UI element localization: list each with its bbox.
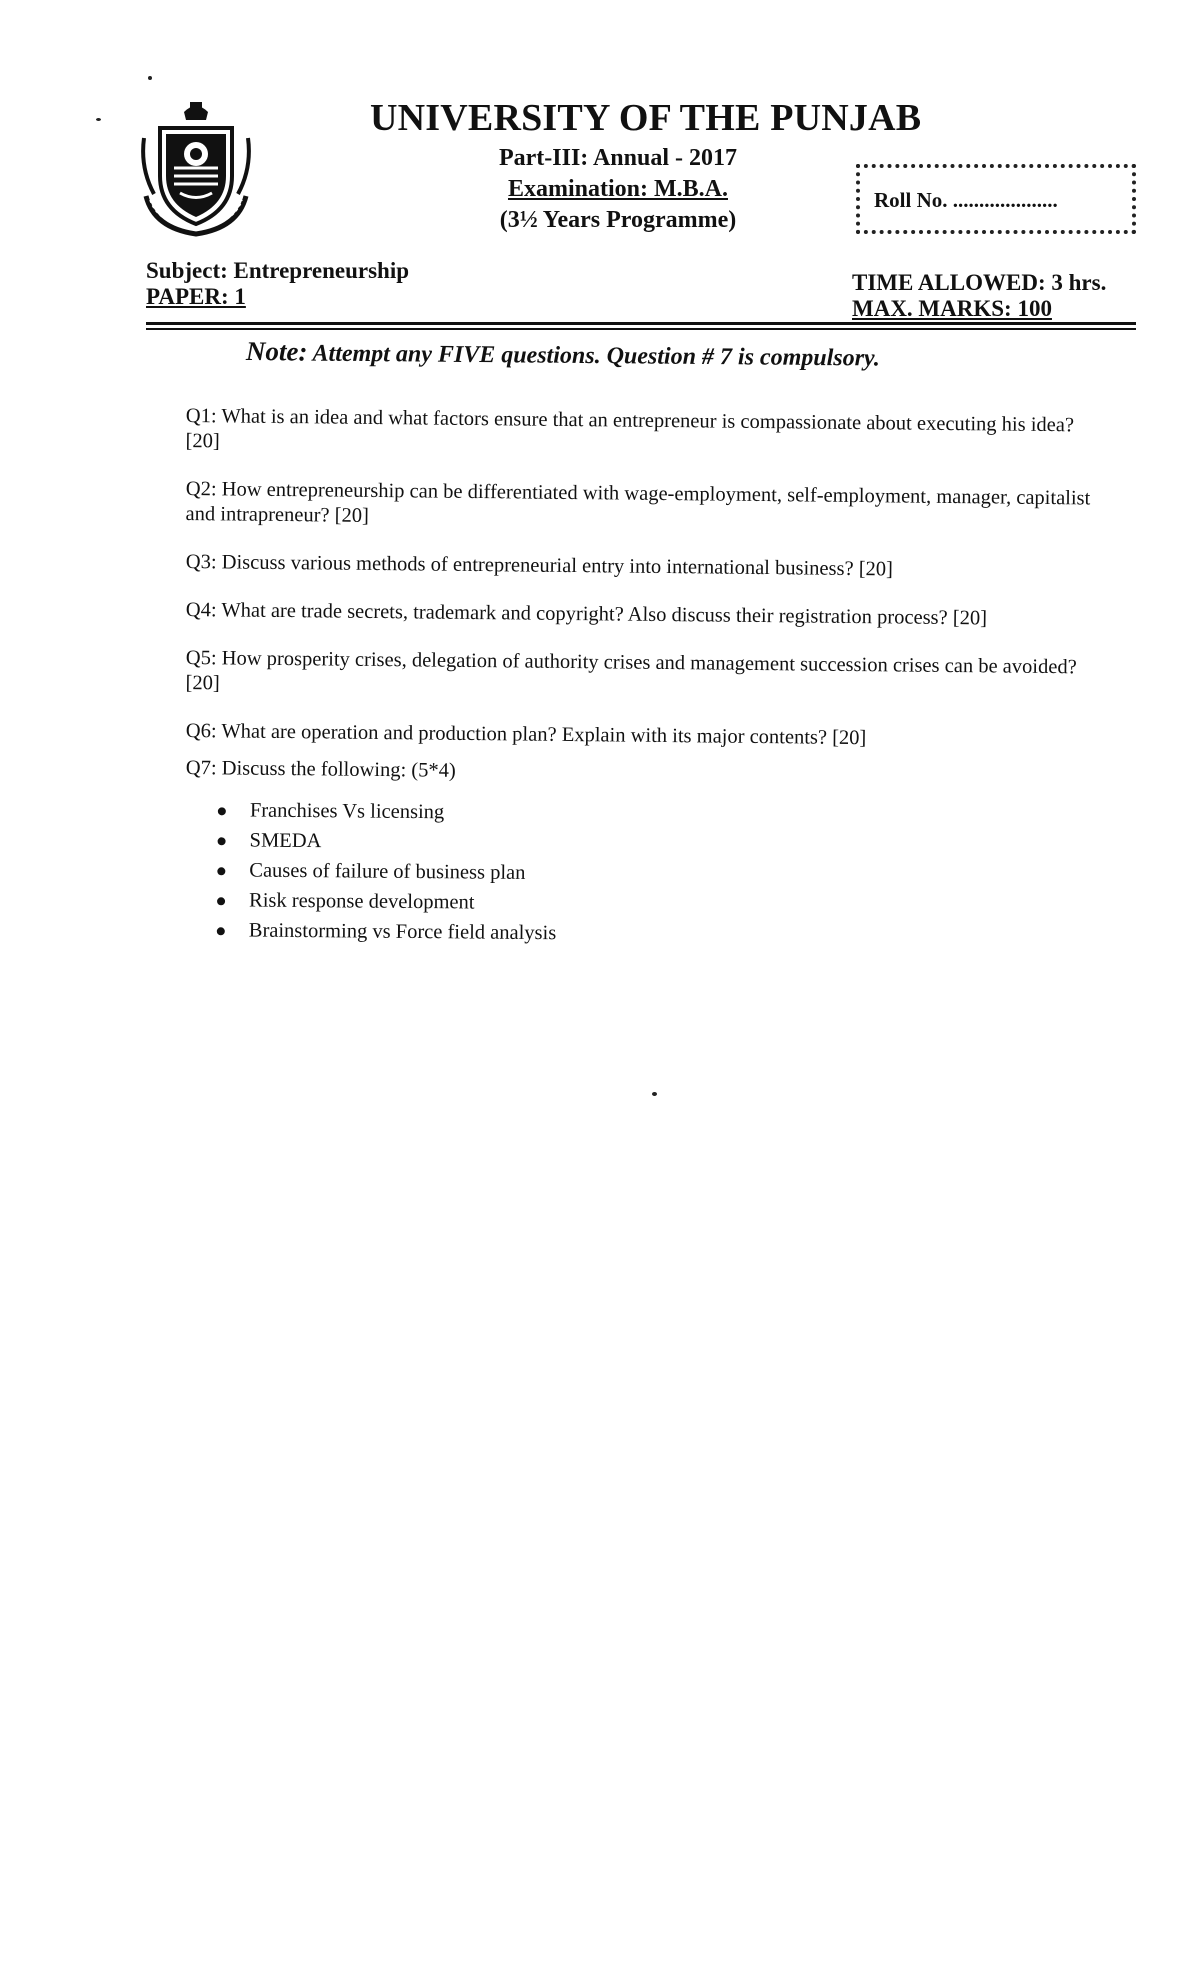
list-item: Risk response development xyxy=(215,885,1105,923)
exam-note xyxy=(246,336,880,373)
exam-examination: Examination: M.B.A. xyxy=(507,176,728,202)
header-divider xyxy=(146,322,1136,325)
subject-label: Subject: Entrepreneurship xyxy=(146,258,410,283)
university-title: UNIVERSITY OF THE PUNJAB xyxy=(370,97,922,139)
scan-speck xyxy=(652,1092,657,1096)
note-text: Attempt any FIVE questions. Question # 7 is compulsory. xyxy=(307,340,880,372)
question-1: Q1: What is an idea and what factors ensure that an entrepreneur is compassionate about executing his idea? [20] xyxy=(185,404,1075,453)
list-item: Brainstorming vs Force field analysis xyxy=(215,915,1105,953)
roll-number-box xyxy=(856,164,1136,234)
question-list xyxy=(186,404,1106,945)
scan-speck xyxy=(96,118,101,121)
exam-info xyxy=(468,143,768,236)
question-5: Q5: How prosperity crises, delegation of authority crises and management succession crises can be avoided? [20] xyxy=(185,646,1077,695)
exam-programme: (3½ Years Programme) xyxy=(499,207,737,233)
q7-item-list xyxy=(185,795,1106,953)
paper-label: PAPER: 1 xyxy=(146,284,246,309)
question-7: Q7: Discuss the following: (5*4) xyxy=(185,756,456,782)
question-4: Q4: What are trade secrets, trademark and copyright? Also discuss their registration process? [20] xyxy=(185,598,988,630)
roll-number-label: Roll No. .................... xyxy=(874,188,1058,212)
time-allowed: TIME ALLOWED: 3 hrs. xyxy=(852,270,1107,295)
question-6: Q6: What are operation and production plan? Explain with its major contents? [20] xyxy=(185,719,867,750)
note-lead: Note: xyxy=(245,336,308,367)
question-2: Q2: How entrepreneurship can be differentiated with wage-employment, self-employment, manager, capitalist and intrapreneur? [20] xyxy=(185,477,1091,527)
question-3: Q3: Discuss various methods of entrepreneurial entry into international business? [20] xyxy=(185,550,894,581)
max-marks: MAX. MARKS: 100 xyxy=(852,296,1052,321)
exam-part: Part-III: Annual - 2017 xyxy=(498,145,738,171)
list-item: SMEDA xyxy=(215,825,1105,863)
list-item: Causes of failure of business plan xyxy=(215,855,1105,893)
list-item: Franchises Vs licensing xyxy=(216,795,1106,833)
header-divider-thin xyxy=(146,328,1136,330)
university-crest-icon xyxy=(140,98,252,238)
scan-speck xyxy=(148,76,152,80)
